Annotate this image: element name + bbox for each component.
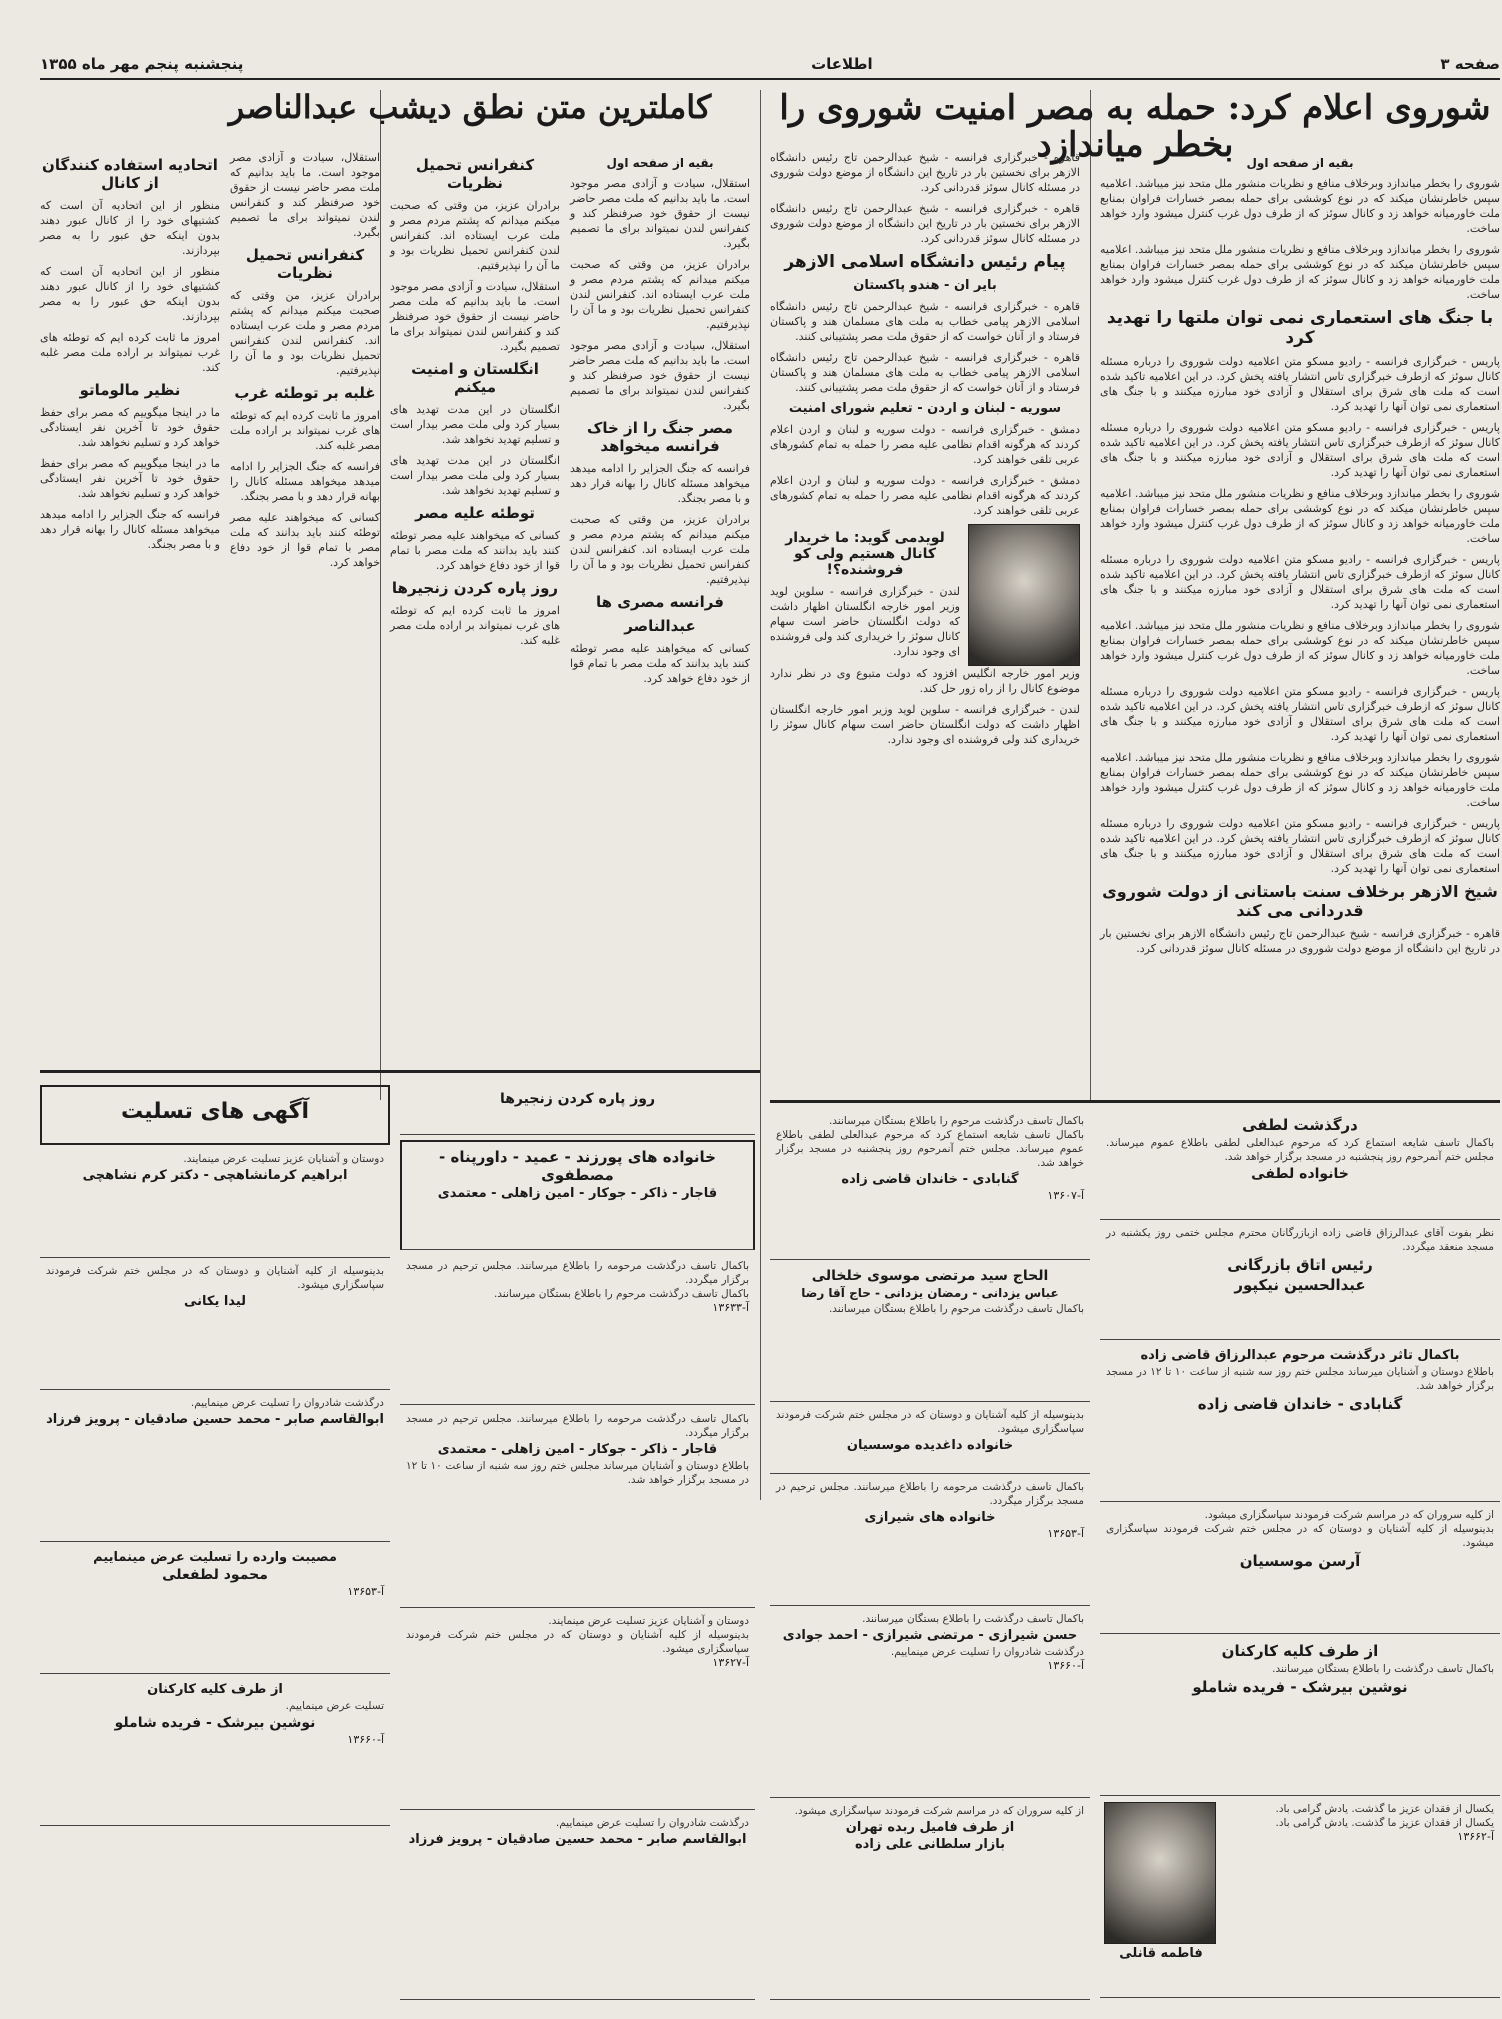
notice-signature: قاجار - ذاکر - جوکار - امین زاهلی - معتمدی	[437, 1186, 718, 1201]
notice-box	[770, 1262, 1090, 1402]
article-text: برادران عزیز، من وقتی که صحبت میکنم میدانم که پشتم مردم مصر و ملت عرب ایستاده اند. کنفرانس لندن کنفرانس تحمیل نظریات بود و ما آن را نپذیرفتیم.	[570, 513, 750, 586]
notice-signature: لیدا یکانی	[183, 1294, 247, 1309]
article-text: برادران عزیز، من وقتی که صحبت میکنم میدانم که پشتم مردم مصر و ملت عرب ایستاده اند. کنفرانس لندن کنفرانس تحمیل نظریات بود و ما آن را نپذیرفتیم.	[390, 199, 560, 272]
running-head	[40, 50, 1500, 80]
notice-signature: گنابادی - خاندان قاضی زاده	[841, 1172, 1019, 1187]
notice-text: بدینوسیله از کلیه آشنایان و دوستان که در مجلس ختم شرکت فرمودند سپاسگزاری میشود.	[406, 1629, 749, 1655]
ad-code: آ-۱۳۶۶۰	[1047, 1659, 1084, 1672]
notice-text: درگذشت شادروان را تسلیت عرض مینماییم.	[190, 1397, 384, 1409]
subheading: با جنگ های استعماری نمی توان ملتها را تهدید کرد	[1106, 308, 1494, 348]
subheading: سوریه - لبنان و اردن - تعلیم شورای امنیت	[788, 401, 1062, 416]
article-text: برادران عزیز، من وقتی که صحبت میکنم میدانم که پشتم مردم مصر و ملت عرب ایستاده اند. کنفرانس لندن کنفرانس تحمیل نظریات بود و ما آن را نپذیرفتیم.	[570, 258, 750, 331]
article-text: پاریس - خبرگزاری فرانسه - رادیو مسکو متن اعلامیه دولت شوروی را درباره مسئله کانال سوئز که ازطرف خبرگزاری تاس انتشار یافته پخش کرد. در این اعلامیه تاکید شده است که ملت های شرق برای استقلال و آزادی خود مبارزه میکنند و با جنگ های استعماری نمی توان آنها را تهدید کرد.	[1100, 817, 1500, 875]
main-story-col-a	[1100, 150, 1500, 1110]
article-text: شوروی را بخطر میاندازد وبرخلاف منافع و نظریات منشور ملل متحد نیز میباشد. اعلامیه سپس خاطرنشان میکند که در نوع کوششی برای حمله بمصر خسارات فراوان بمنابع ملت خاورمیانه خواهد زد و کانال سوئز که از طرف دول غرب کنترل میشود وارد خواهد ساخت.	[1100, 487, 1500, 545]
article-text: دمشق - خبرگزاری فرانسه - دولت سوریه و لبنان و اردن اعلام کردند که هرگونه اقدام نظامی علیه مصر را حمله به تمام کشورهای عربی تلقی خواهند کرد.	[770, 474, 1080, 517]
nasser-headline-block	[190, 90, 750, 145]
notice-title: الحاج سید مرتضی موسوی خلخالی	[811, 1268, 1049, 1284]
article-text: انگلستان در این مدت تهدید های بسیار کرد ولی ملت مصر بیدار است و تسلیم تهدید نخواهد شد.	[390, 454, 560, 497]
article-text: شوروی را بخطر میاندازد وبرخلاف منافع و نظریات منشور ملل متحد نیز میباشد. اعلامیه سپس خاطرنشان میکند که در نوع کوششی برای حمله بمصر خسارات فراوان بمنابع ملت خاورمیانه خواهد زد و کانال سوئز که از طرف دول غرب کنترل میشود وارد خواهد ساخت.	[1100, 619, 1500, 677]
article-text: برادران عزیز، من وقتی که صحبت میکنم میدانم که پشتم مردم مصر و ملت عرب ایستاده اند. کنفرانس لندن کنفرانس تحمیل نظریات بود و ما آن را نپذیرفتیم.	[230, 289, 380, 377]
ad-code: آ-۱۳۶۰۷	[1047, 1189, 1084, 1202]
notice-signature: بازار سلطانی علی زاده	[854, 1837, 1006, 1852]
article-text: منظور از این اتحادیه آن است که کشتیهای خود را از کانال عبور دهند بدون اینکه حق عبور را به مصر بپردازند.	[40, 199, 220, 257]
notice-box	[400, 1140, 755, 1250]
notice-box	[40, 1392, 390, 1542]
main-headline: شوروی اعلام کرد: حمله به مصر امنیت شوروی را بخطر میاندازد	[779, 88, 1491, 166]
notice-title: روز پاره کردن زنجیرها	[499, 1091, 656, 1107]
subheading: انگلستان و امنیت میکنم	[411, 360, 539, 396]
portrait-photo	[968, 524, 1080, 666]
notice-title: خانواده داغدیده موسسیان	[846, 1438, 1014, 1453]
article-text: قاهره - خبرگزاری فرانسه - شیخ عبدالرحمن تاج رئیس دانشگاه الازهر برای نخستین بار در تاریخ این دانشگاه از موضع دولت شوروی در مسئله کانال سوئز قدردانی کرد.	[1100, 927, 1500, 955]
ad-code: آ-۱۳۶۶۰	[347, 1733, 384, 1746]
notice-box	[1100, 1222, 1500, 1340]
main-story-col-b	[770, 150, 1080, 1110]
continuation-note: بقیه از صفحه اول	[1246, 156, 1354, 170]
subheading: بایر ان - هندو پاکستان	[853, 278, 997, 293]
subheading: عبدالناصر	[624, 617, 696, 635]
subheading: لویدمی گوید: ما خریدار کانال هستیم ولی کو فروشنده؟!	[785, 530, 945, 578]
notice-title: درگذشت لطفی	[1242, 1116, 1358, 1134]
article-text: قاهره - خبرگزاری فرانسه - شیخ عبدالرحمن تاج رئیس دانشگاه اسلامی الازهر پیامی خطاب به ملت های مسلمان هند و پاکستان فرستاد و از آنان خواست که از حقوق ملت مصر پشتیبانی کنند.	[770, 300, 1080, 343]
article-text: استقلال، سیادت و آزادی مصر موجود است. ما باید بدانیم که ملت مصر حاضر نیست از حقوق خود صرفنظر کند و کنفرانس لندن نمیتواند برای ما تصمیم بگیرد.	[230, 151, 380, 239]
article-text: امروز ما ثابت کرده ایم که توطئه های غرب نمیتواند بر اراده ملت مصر غلبه کند.	[40, 331, 220, 374]
article-text: شوروی را بخطر میاندازد وبرخلاف منافع و نظریات منشور ملل متحد نیز میباشد. اعلامیه سپس خاطرنشان میکند که در نوع کوششی برای حمله بمصر خسارات فراوان بمنابع ملت خاورمیانه خواهد زد و کانال سوئز که از طرف دول غرب کنترل میشود وارد خواهد ساخت.	[1100, 243, 1500, 301]
nasser-col-3	[230, 150, 380, 1070]
notice-box	[1100, 1342, 1500, 1502]
notice-text: باکمال تاسف درگذشت را باطلاع بستگان میرسانند.	[1272, 1663, 1494, 1675]
article-text: امروز ما ثابت کرده ایم که توطئه های غرب نمیتواند بر اراده ملت مصر غلبه کند.	[390, 604, 560, 647]
subheading: اتحادیه استفاده کنندگان از کانال	[42, 156, 218, 192]
notice-text: باکمال تاسف درگذشت مرحوم را باطلاع بستگان میرسانند.	[493, 1288, 749, 1300]
notice-title: از طرف کلیه کارکنان	[147, 1682, 283, 1697]
notice-text: باطلاع دوستان و آشنایان میرساند مجلس ختم روز سه شنبه از ساعت ۱۰ تا ۱۲ در مسجد برگزار خواهد شد.	[406, 1460, 750, 1486]
article-text: پاریس - خبرگزاری فرانسه - رادیو مسکو متن اعلامیه دولت شوروی را درباره مسئله کانال سوئز که ازطرف خبرگزاری تاس انتشار یافته پخش کرد. در این اعلامیه تاکید شده است که ملت های شرق برای استقلال و آزادی خود مبارزه میکنند و با جنگ های استعماری نمی توان آنها را تهدید کرد.	[1100, 421, 1500, 479]
notice-box	[400, 1812, 755, 2000]
paper-name: اطلاعات	[811, 55, 873, 73]
notice-box	[40, 1260, 390, 1390]
column-rule	[380, 90, 381, 1100]
notice-text: باکمال تاسف درگذشت مرحوم را باطلاع بستگان میرسانند.	[828, 1115, 1084, 1127]
notice-box	[770, 1110, 1090, 1260]
article-text: منظور از این اتحادیه آن است که کشتیهای خود را از کانال عبور دهند بدون اینکه حق عبور را به مصر بپردازند.	[40, 265, 220, 323]
notice-text: باکمال تاسف درگذشت مرحومه را باطلاع میرسانند. مجلس ترحیم در مسجد برگزار میگردد.	[406, 1413, 749, 1439]
article-text: فرانسه که جنگ الجزایر را ادامه میدهد میخواهد مسئله کانال را بهانه قرار دهد و با مصر بجنگد.	[230, 460, 380, 503]
subheading: فرانسه مصری ها	[596, 593, 724, 611]
article-text: امروز ما ثابت کرده ایم که توطئه های غرب نمیتواند بر اراده ملت مصر غلبه کند.	[230, 409, 380, 452]
article-text: فرانسه که جنگ الجزایر را ادامه میدهد میخواهد مسئله کانال را بهانه قرار دهد و با مصر بجنگد.	[40, 508, 220, 551]
article-text: قاهره - خبرگزاری فرانسه - شیخ عبدالرحمن تاج رئیس دانشگاه اسلامی الازهر پیامی خطاب به ملت های مسلمان هند و پاکستان فرستاد و از آنان خواست که از حقوق ملت مصر پشتیبانی کنند.	[770, 351, 1080, 394]
notice-box	[770, 1476, 1090, 1606]
column-rule	[1090, 90, 1091, 1100]
ad-code: آ-۱۳۶۳۳	[712, 1301, 749, 1314]
subheading: غلبه بر توطئه غرب	[234, 384, 376, 402]
subheading: پیام رئیس دانشگاه اسلامی الازهر	[784, 252, 1066, 272]
notice-signature: فاطمه قانلی	[1119, 1946, 1203, 1961]
nasser-col-4	[40, 150, 220, 1070]
notice-signature: نوشین بیرشک - فریده شاملو	[114, 1715, 316, 1731]
condolence-banner	[40, 1085, 390, 1145]
notice-title: خانواده های شیرازی	[864, 1510, 996, 1525]
notice-title: خانواده های پورزند - عمید - داورپناه - مصطفوی	[439, 1148, 716, 1184]
notice-text: باطلاع دوستان و آشنایان میرساند مجلس ختم روز سه شنبه از ساعت ۱۰ تا ۱۲ در مسجد برگزار خواهد شد.	[1106, 1366, 1494, 1392]
subheading: شیخ الازهر برخلاف سنت باستانی از دولت شوروی قدردانی می کند	[1102, 882, 1498, 920]
notice-box	[40, 1148, 390, 1258]
article-text: دمشق - خبرگزاری فرانسه - دولت سوریه و لبنان و اردن اعلام کردند که هرگونه اقدام نظامی علیه مصر را حمله به تمام کشورهای عربی تلقی خواهند کرد.	[770, 423, 1080, 466]
portrait-photo	[1104, 1802, 1216, 1944]
notice-signature: گنابادی - خاندان قاضی زاده	[1197, 1395, 1403, 1413]
ad-code: آ-۱۳۶۲۷	[712, 1656, 749, 1669]
subheading: روز پاره کردن زنجیرها	[391, 579, 559, 597]
notice-text: دوستان و آشنایان عزیز تسلیت عرض مینمایند.	[548, 1615, 749, 1627]
notice-text: باکمال تاسف درگذشت مرحومه را باطلاع میرسانند. مجلس ترحیم در مسجد برگزار میگردد.	[776, 1481, 1084, 1507]
article-text: کسانی که میخواهند علیه مصر توطئه کنند باید بدانند که ملت مصر با تمام قوا از خود دفاع خواهد کرد.	[230, 511, 380, 569]
notice-text: درگذشت شادروان را تسلیت عرض مینماییم.	[555, 1817, 749, 1829]
article-text: استقلال، سیادت و آزادی مصر موجود است. ما باید بدانیم که ملت مصر حاضر نیست از حقوق خود صرفنظر کند و کنفرانس لندن نمیتواند برای ما تصمیم بگیرد.	[570, 177, 750, 250]
article-text: استقلال، سیادت و آزادی مصر موجود است. ما باید بدانیم که ملت مصر حاضر نیست از حقوق خود صرفنظر کند و کنفرانس لندن نمیتواند برای ما تصمیم بگیرد.	[570, 339, 750, 412]
article-text: ما در اینجا میگوییم که مصر برای حفظ حقوق خود تا آخرین نفر ایستادگی خواهد کرد و تسلیم نخواهد شد.	[40, 406, 220, 449]
article-text: قاهره - خبرگزاری فرانسه - شیخ عبدالرحمن تاج رئیس دانشگاه الازهر برای نخستین بار در تاریخ این دانشگاه از موضع دولت شوروی در مسئله کانال سوئز قدردانی کرد.	[770, 202, 1080, 245]
notice-text: باکمال تاسف درگذشت مرحوم را باطلاع بستگان میرسانند.	[828, 1303, 1084, 1315]
notice-text: بدینوسیله از کلیه آشنایان و دوستان که در مجلس ختم شرکت فرمودند سپاسگزاری میشود.	[46, 1265, 384, 1291]
page-number: صفحه ۳	[1440, 55, 1500, 73]
subheading: کنفرانس تحمیل نظریات	[245, 246, 365, 282]
notice-signature: ابراهیم کرمانشاهچی - دکتر کرم نشاهچی	[82, 1168, 348, 1183]
notice-box	[770, 1608, 1090, 1798]
notice-signature: ابوالقاسم صابر - محمد حسین صادقیان - پرویز فرزاد	[46, 1412, 384, 1427]
notice-signature: خانواده لطفی	[1251, 1166, 1349, 1182]
notice-box	[1100, 1110, 1500, 1220]
notice-text: باکمال تاسف شایعه استماع کرد که مرحوم عبدالعلی لطفی باطلاع عموم میرساند. مجلس ختم آنمرحوم روز پنجشنبه در مسجد برگزار خواهد شد.	[1106, 1137, 1494, 1163]
notice-title: مصیبت وارده را تسلیت عرض مینماییم	[93, 1550, 337, 1565]
nasser-col-2	[390, 150, 560, 1070]
article-text: انگلستان در این مدت تهدید های بسیار کرد ولی ملت مصر بیدار است و تسلیم تهدید نخواهد شد.	[390, 403, 560, 446]
article-text: کسانی که میخواهند علیه مصر توطئه کنند باید بدانند که ملت مصر با تمام قوا از خود دفاع خواهد کرد.	[570, 642, 750, 685]
notice-text: باکمال تاسف درگذشت مرحومه را باطلاع میرسانند. مجلس ترحیم در مسجد برگزار میگردد.	[406, 1260, 749, 1286]
notice-signature: حسن شیرازی - مرتضی شیرازی - احمد جوادی	[782, 1628, 1078, 1643]
notice-text: درگذشت شادروان را تسلیت عرض مینماییم.	[890, 1646, 1084, 1658]
notice-box	[1100, 1636, 1500, 1796]
section-divider	[40, 1070, 760, 1073]
notice-title: از طرف فامیل ربده تهران	[845, 1820, 1015, 1835]
notice-text: باکمال تاسف درگذشت را باطلاع بستگان میرسانند.	[862, 1613, 1084, 1625]
article-text: شوروی را بخطر میاندازد وبرخلاف منافع و نظریات منشور ملل متحد نیز میباشد. اعلامیه سپس خاطرنشان میکند که در نوع کوششی برای حمله بمصر خسارات فراوان بمنابع ملت خاورمیانه خواهد زد و کانال سوئز که از طرف دول غرب کنترل میشود وارد خواهد ساخت.	[1100, 177, 1500, 235]
article-text: کسانی که میخواهند علیه مصر توطئه کنند باید بدانند که ملت مصر با تمام قوا از خود دفاع خواهد کرد.	[390, 529, 560, 572]
notice-box	[400, 1255, 755, 1405]
notice-text: نظر بفوت آقای عبدالرزاق قاضی زاده ازبازرگانان محترم مجلس ختمی روز یکشنبه در مسجد منعقد میگردد.	[1106, 1227, 1494, 1253]
nasser-col-1	[570, 150, 750, 1070]
notice-signature: عباس یزدانی - رمضان یزدانی - حاج آقا رضا	[801, 1286, 1059, 1300]
article-text: استقلال، سیادت و آزادی مصر موجود است. ما باید بدانیم که ملت مصر حاضر نیست از حقوق خود صرفنظر کند و کنفرانس لندن نمیتواند برای ما تصمیم بگیرد.	[390, 280, 560, 353]
notice-text: بدینوسیله از کلیه آشنایان و دوستان که در مجلس ختم شرکت فرمودند سپاسگزاری میشود.	[1106, 1523, 1494, 1549]
notice-box	[400, 1085, 755, 1135]
banner-title: آگهی های تسلیت	[120, 1099, 309, 1124]
subheading: مصر جنگ را از خاک فرانسه میخواهد	[587, 419, 733, 455]
notice-text: بدینوسیله از کلیه آشنایان و دوستان که در مجلس ختم شرکت فرمودند سپاسگزاری میشود.	[776, 1409, 1084, 1435]
column-rule	[760, 90, 761, 1500]
continuation-note: بقیه از صفحه اول	[606, 156, 714, 170]
article-text: لندن - خبرگزاری فرانسه - سلوین لوید وزیر امور خارجه انگلستان اظهار داشت که دولت انگلستان حاضر است سهام کانال سوئز را خریداری کند ولی فروشنده ای وجود ندارد.	[770, 703, 1080, 746]
notice-box	[400, 1408, 755, 1608]
notice-title: از طرف کلیه کارکنان	[1221, 1642, 1379, 1660]
subheading: توطئه علیه مصر	[415, 504, 535, 522]
notice-signature: عبدالحسین نیکپور	[1234, 1276, 1366, 1294]
article-text: لندن - خبرگزاری فرانسه - سلوین لوید وزیر امور خارجه انگلستان اظهار داشت که دولت انگلستان حاضر است سهام کانال سوئز را خریداری کند ولی فروشنده ای وجود ندارد.	[770, 585, 960, 658]
article-text: پاریس - خبرگزاری فرانسه - رادیو مسکو متن اعلامیه دولت شوروی را درباره مسئله کانال سوئز که ازطرف خبرگزاری تاس انتشار یافته پخش کرد. در این اعلامیه تاکید شده است که ملت های شرق برای استقلال و آزادی خود مبارزه میکنند و با جنگ های استعماری نمی توان آنها را تهدید کرد.	[1100, 553, 1500, 611]
subheading: کنفرانس تحمیل نظریات	[415, 156, 535, 192]
notice-text: دوستان و آشنایان عزیز تسلیت عرض مینمایند.	[183, 1153, 384, 1165]
notice-signature: محمود لطفعلی	[162, 1567, 268, 1583]
notice-signature: نوشین بیرشک - فریده شاملو	[1192, 1678, 1408, 1696]
ad-code: آ-۱۳۶۶۲	[1457, 1830, 1494, 1843]
article-text: شوروی را بخطر میاندازد وبرخلاف منافع و نظریات منشور ملل متحد نیز میباشد. اعلامیه سپس خاطرنشان میکند که در نوع کوششی برای حمله بمصر خسارات فراوان بمنابع ملت خاورمیانه خواهد زد و کانال سوئز که از طرف دول غرب کنترل میشود وارد خواهد ساخت.	[1100, 751, 1500, 809]
notice-text: یکسال از فقدان عزیز ما گذشت. یادش گرامی باد.	[1275, 1817, 1494, 1829]
article-text: وزیر امور خارجه انگلیس افزود که دولت متبوع وی در نظر ندارد موضوع کانال را از راه زور حل کند.	[770, 667, 1080, 695]
notice-signature: ابوالقاسم صابر - محمد حسین صادقیان - پرویز فرزاد	[408, 1832, 747, 1847]
ad-code: آ-۱۳۶۵۳	[347, 1585, 384, 1598]
issue-date: پنجشنبه پنجم مهر ماه ۱۳۵۵	[40, 55, 244, 73]
newspaper-page	[40, 50, 1500, 2010]
article-text: قاهره - خبرگزاری فرانسه - شیخ عبدالرحمن تاج رئیس دانشگاه الازهر برای نخستین بار در تاریخ این دانشگاه از موضع دولت شوروی در مسئله کانال سوئز قدردانی کرد.	[770, 151, 1080, 194]
notice-title: باکمال تاثر درگذشت مرحوم عبدالرزاق قاضی زاده	[1140, 1348, 1460, 1363]
notice-title: رئیس اتاق بازرگانی	[1227, 1256, 1373, 1274]
notice-box	[40, 1544, 390, 1674]
article-text: فرانسه که جنگ الجزایر را ادامه میدهد میخواهد مسئله کانال را بهانه قرار دهد و با مصر بجنگد.	[570, 462, 750, 505]
notice-text: از کلیه سروران که در مراسم شرکت فرمودند سپاسگزاری میشود.	[1204, 1509, 1494, 1521]
notice-signature: آرسن موسسیان	[1239, 1552, 1361, 1570]
notice-signature: قاجار - ذاکر - جوکار - امین زاهلی - معتمدی	[437, 1442, 718, 1457]
notice-box	[400, 1610, 755, 1810]
article-text: پاریس - خبرگزاری فرانسه - رادیو مسکو متن اعلامیه دولت شوروی را درباره مسئله کانال سوئز که ازطرف خبرگزاری تاس انتشار یافته پخش کرد. در این اعلامیه تاکید شده است که ملت های شرق برای استقلال و آزادی خود مبارزه میکنند و با جنگ های استعماری نمی توان آنها را تهدید کرد.	[1100, 355, 1500, 413]
nasser-headline: کاملترین متن نطق دیشب عبدالناصر	[228, 88, 712, 126]
notice-text: یکسال از فقدان عزیز ما گذشت. یادش گرامی باد.	[1275, 1803, 1494, 1815]
notice-box	[1100, 1504, 1500, 1634]
ad-code: آ-۱۳۶۵۳	[1047, 1527, 1084, 1540]
notice-text: از کلیه سروران که در مراسم شرکت فرمودند سپاسگزاری میشود.	[794, 1805, 1084, 1817]
memorial-notice	[1100, 1798, 1500, 1998]
notice-text: تسلیت عرض مینماییم.	[285, 1700, 384, 1712]
notice-text: باکمال تاسف شایعه استماع کرد که مرحوم عبدالعلی لطفی باطلاع عموم میرساند. مجلس ختم آنمرحوم روز پنجشنبه در مسجد برگزار خواهد شد.	[776, 1129, 1084, 1169]
notice-box	[40, 1676, 390, 1826]
section-divider	[770, 1100, 1500, 1103]
notice-box	[770, 1800, 1090, 2000]
article-text: پاریس - خبرگزاری فرانسه - رادیو مسکو متن اعلامیه دولت شوروی را درباره مسئله کانال سوئز که ازطرف خبرگزاری تاس انتشار یافته پخش کرد. در این اعلامیه تاکید شده است که ملت های شرق برای استقلال و آزادی خود مبارزه میکنند و با جنگ های استعماری نمی توان آنها را تهدید کرد.	[1100, 685, 1500, 743]
notice-box	[770, 1404, 1090, 1474]
lloyd-item	[770, 524, 1080, 666]
article-text: ما در اینجا میگوییم که مصر برای حفظ حقوق خود تا آخرین نفر ایستادگی خواهد کرد و تسلیم نخواهد شد.	[40, 457, 220, 500]
subheading: نظیر مالوماتو	[79, 381, 181, 399]
